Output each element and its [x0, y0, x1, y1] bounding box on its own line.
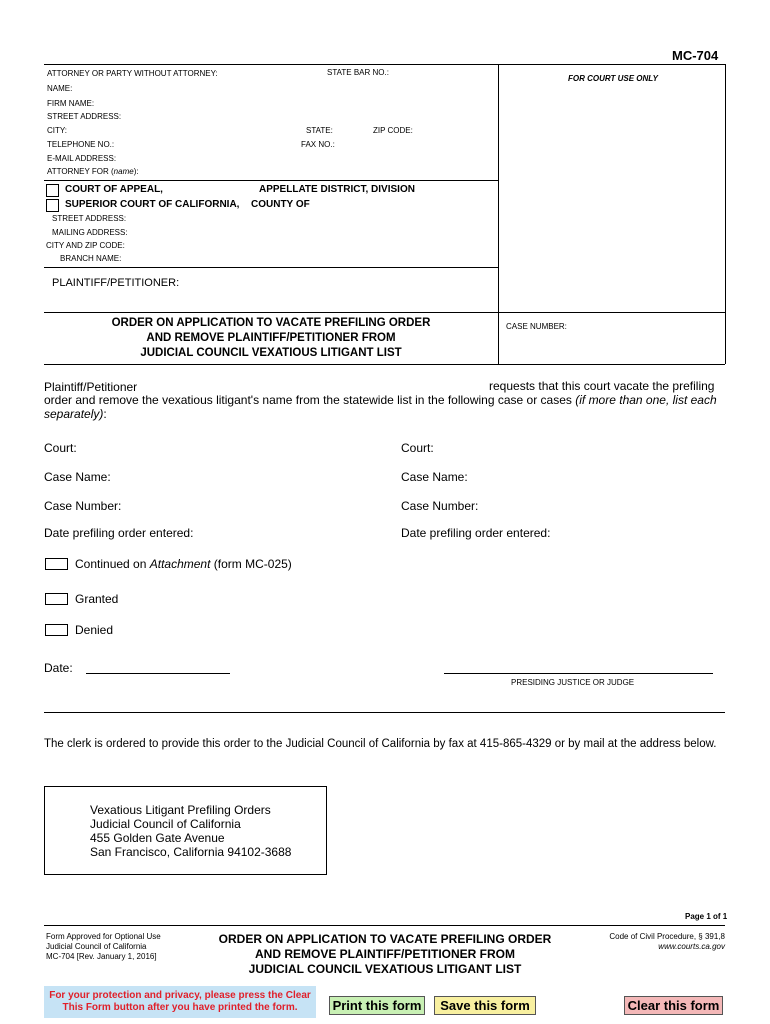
court-branch-label: BRANCH NAME:: [60, 254, 122, 263]
court-use-label: FOR COURT USE ONLY: [568, 74, 658, 83]
right-border: [725, 64, 726, 364]
date-line[interactable]: [86, 673, 230, 674]
case-name-label-right: Case Name:: [401, 470, 468, 484]
privacy-note: [44, 986, 316, 1018]
footer-code-block: [560, 932, 725, 952]
petitioner-label: Plaintiff/Petitioner: [44, 380, 138, 394]
telephone-label: TELEPHONE NO.:: [47, 140, 115, 149]
granted-label: Granted: [75, 592, 119, 606]
date-label: Date:: [44, 661, 73, 675]
plaintiff-label: PLAINTIFF/PETITIONER:: [52, 277, 180, 289]
state-bar-label: STATE BAR NO.:: [327, 68, 389, 77]
address-block: [90, 803, 291, 859]
court-of-appeal-label: COURT OF APPEAL,: [65, 184, 163, 195]
judge-label: PRESIDING JUSTICE OR JUDGE: [511, 678, 635, 687]
city-label: CITY:: [47, 126, 68, 135]
court-of-appeal-checkbox[interactable]: [46, 184, 59, 197]
address-line-3: 455 Golden Gate Avenue: [90, 831, 225, 845]
footer-rule: [44, 925, 725, 926]
court-street-label: STREET ADDRESS:: [52, 214, 127, 223]
name-label: NAME:: [47, 84, 73, 93]
firm-name-label: FIRM NAME:: [47, 99, 95, 108]
footer-website: www.courts.ca.gov: [658, 942, 725, 951]
form-title: [44, 316, 498, 361]
county-label: COUNTY OF: [251, 199, 310, 210]
header-divider: [498, 64, 499, 364]
clerk-instruction: The clerk is ordered to provide this order to the Judicial Council of California by fax at 415-865-4329 or by mail at the address below.: [44, 738, 717, 750]
footer-revision: MC-704 [Rev. January 1, 2016]: [46, 952, 157, 961]
footer-title-line-1: ORDER ON APPLICATION TO VACATE PREFILING ORDER: [218, 932, 552, 946]
court-field-label-left: Court:: [44, 441, 77, 455]
denied-label: Denied: [75, 623, 114, 637]
fax-label: FAX NO.:: [301, 140, 335, 149]
court-city-zip-label: CITY AND ZIP CODE:: [46, 241, 125, 250]
address-line-1: Vexatious Litigant Prefiling Orders: [90, 803, 271, 817]
court-section-rule: [44, 180, 499, 181]
footer-title-line-3: JUDICIAL COUNCIL VEXATIOUS LITIGANT LIST: [248, 962, 522, 976]
footer-council: Judicial Council of California: [46, 942, 147, 951]
case-name-label-left: Case Name:: [44, 470, 111, 484]
plaintiff-section-rule: [44, 267, 499, 268]
date-entered-label-left: Date prefiling order entered:: [44, 526, 194, 540]
granted-checkbox[interactable]: [45, 593, 68, 605]
footer-code: Code of Civil Procedure, § 391,8: [609, 932, 725, 941]
email-label: E-MAIL ADDRESS:: [47, 154, 117, 163]
title-bottom-rule: [44, 364, 725, 365]
case-number-label-left: Case Number:: [44, 499, 122, 513]
header-top-rule: [44, 64, 725, 65]
continued-checkbox[interactable]: [45, 558, 68, 570]
signature-line[interactable]: [444, 673, 713, 674]
court-field-label-right: Court:: [401, 441, 434, 455]
title-top-rule: [44, 312, 725, 313]
request-line-3: separately):: [44, 407, 107, 421]
page-number: Page 1 of 1: [685, 912, 728, 921]
case-number-label: CASE NUMBER:: [506, 322, 567, 331]
footer-title: [160, 932, 610, 977]
footer-title-line-2: AND REMOVE PLAINTIFF/PETITIONER FROM: [255, 947, 515, 961]
requests-text: requests that this court vacate the prefiling: [489, 379, 715, 393]
zip-label: ZIP CODE:: [373, 126, 413, 135]
body-separator-rule: [44, 712, 725, 713]
privacy-note-line-2: This Form button after you have printed the form.: [62, 1002, 298, 1013]
print-form-button[interactable]: Print this form: [329, 996, 425, 1015]
footer-approved: Form Approved for Optional Use: [46, 932, 161, 941]
denied-checkbox[interactable]: [45, 624, 68, 636]
title-line-3: JUDICIAL COUNCIL VEXATIOUS LITIGANT LIST: [140, 347, 402, 359]
street-address-label: STREET ADDRESS:: [47, 112, 122, 121]
state-label: STATE:: [306, 126, 333, 135]
clear-form-button[interactable]: Clear this form: [624, 996, 723, 1015]
footer-approved-block: [46, 932, 161, 962]
privacy-note-line-1: For your protection and privacy, please press the Clear: [49, 990, 311, 1001]
request-line-2: order and remove the vexatious litigant's name from the statewide list in the following case or cases (if more than one, list each: [44, 393, 717, 407]
form-number: MC-704: [672, 48, 719, 63]
attorney-label: ATTORNEY OR PARTY WITHOUT ATTORNEY:: [47, 69, 218, 78]
title-line-1: ORDER ON APPLICATION TO VACATE PREFILING ORDER: [111, 317, 431, 329]
address-line-2: Judicial Council of California: [90, 817, 241, 831]
court-mailing-label: MAILING ADDRESS:: [52, 228, 128, 237]
date-entered-label-right: Date prefiling order entered:: [401, 526, 551, 540]
attorney-for-label: ATTORNEY FOR (name):: [47, 167, 139, 176]
save-form-button[interactable]: Save this form: [434, 996, 536, 1015]
superior-court-label: SUPERIOR COURT OF CALIFORNIA,: [65, 199, 240, 210]
continued-label: Continued on Attachment (form MC-025): [75, 557, 292, 571]
address-line-4: San Francisco, California 94102-3688: [90, 845, 292, 859]
case-number-label-right: Case Number:: [401, 499, 479, 513]
appellate-district-label: APPELLATE DISTRICT, DIVISION: [259, 184, 415, 195]
title-line-2: AND REMOVE PLAINTIFF/PETITIONER FROM: [146, 332, 396, 344]
superior-court-checkbox[interactable]: [46, 199, 59, 212]
